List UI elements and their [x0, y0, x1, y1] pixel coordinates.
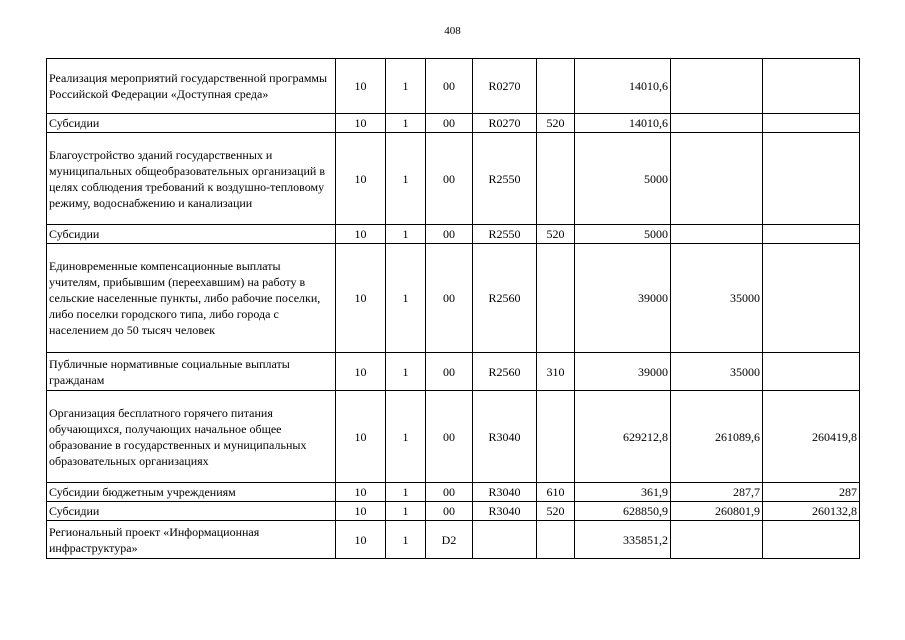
row-section: 10: [336, 244, 386, 353]
row-sum-1: 628850,9: [575, 502, 671, 521]
row-target-code: R2560: [473, 353, 537, 391]
row-sum-3: [763, 59, 860, 114]
row-expense-type: [537, 521, 575, 559]
row-section: 10: [336, 483, 386, 502]
row-section: 10: [336, 114, 386, 133]
row-name: Субсидии: [47, 225, 336, 244]
row-sum-2: [671, 114, 763, 133]
table-row: [47, 225, 860, 244]
row-name: Публичные нормативные социальные выплаты гражданам: [47, 353, 336, 391]
row-target-code: R2550: [473, 225, 537, 244]
row-sum-2: 261089,6: [671, 391, 763, 483]
row-program: 00: [426, 225, 473, 244]
row-sum-3: [763, 133, 860, 225]
row-sum-1: 335851,2: [575, 521, 671, 559]
row-program: 00: [426, 353, 473, 391]
row-name: Единовременные компенсационные выплаты учителям, прибывшим (переехавшим) на работу в сельские населенные пункты, либо рабочие поселки, либо поселки городского типа, либо города с населением до 50 тысяч человек: [47, 244, 336, 353]
row-name: Организация бесплатного горячего питания обучающихся, получающих начальное общее образование в государственных и муниципальных образовательных организациях: [47, 391, 336, 483]
row-sum-3: [763, 353, 860, 391]
table-row: [47, 59, 860, 114]
row-subsection: 1: [386, 483, 426, 502]
row-section: 10: [336, 521, 386, 559]
row-sum-1: 39000: [575, 244, 671, 353]
row-program: 00: [426, 114, 473, 133]
row-sum-2: 260801,9: [671, 502, 763, 521]
budget-table-body: [47, 59, 860, 559]
row-program: 00: [426, 59, 473, 114]
row-sum-3: 287: [763, 483, 860, 502]
page-number: 408: [444, 25, 461, 37]
table-row: [47, 483, 860, 502]
row-section: 10: [336, 502, 386, 521]
row-section: 10: [336, 59, 386, 114]
row-program: 00: [426, 483, 473, 502]
row-target-code: R3040: [473, 391, 537, 483]
row-section: 10: [336, 391, 386, 483]
row-expense-type: 310: [537, 353, 575, 391]
row-subsection: 1: [386, 114, 426, 133]
row-name: Реализация мероприятий государственной программы Российской Федерации «Доступная среда»: [47, 59, 336, 114]
row-sum-1: 629212,8: [575, 391, 671, 483]
row-expense-type: [537, 244, 575, 353]
row-sum-1: 5000: [575, 133, 671, 225]
row-sum-2: 35000: [671, 244, 763, 353]
row-name: Субсидии: [47, 114, 336, 133]
budget-table: [46, 58, 860, 559]
row-target-code: R0270: [473, 59, 537, 114]
row-target-code: R2550: [473, 133, 537, 225]
row-expense-type: 520: [537, 502, 575, 521]
row-sum-3: [763, 521, 860, 559]
row-name: Субсидии бюджетным учреждениям: [47, 483, 336, 502]
table-row: [47, 391, 860, 483]
row-name: Благоустройство зданий государственных и муниципальных общеобразовательных организаций в целях соблюдения требований к воздушно-тепловому режиму, водоснабжению и канализации: [47, 133, 336, 225]
row-sum-2: [671, 521, 763, 559]
row-sum-3: [763, 244, 860, 353]
row-subsection: 1: [386, 521, 426, 559]
row-section: 10: [336, 225, 386, 244]
row-target-code: [473, 521, 537, 559]
row-program: 00: [426, 391, 473, 483]
row-program: D2: [426, 521, 473, 559]
row-subsection: 1: [386, 353, 426, 391]
table-row: [47, 502, 860, 521]
row-sum-2: [671, 133, 763, 225]
row-section: 10: [336, 133, 386, 225]
row-sum-2: 287,7: [671, 483, 763, 502]
row-sum-2: [671, 59, 763, 114]
row-sum-3: [763, 114, 860, 133]
row-name: Региональный проект «Информационная инфраструктура»: [47, 521, 336, 559]
table-row: [47, 353, 860, 391]
row-program: 00: [426, 502, 473, 521]
row-target-code: R0270: [473, 114, 537, 133]
table-row: [47, 133, 860, 225]
row-sum-3: 260419,8: [763, 391, 860, 483]
row-target-code: R2560: [473, 244, 537, 353]
table-row: [47, 244, 860, 353]
row-expense-type: 520: [537, 225, 575, 244]
row-expense-type: 520: [537, 114, 575, 133]
row-sum-1: 39000: [575, 353, 671, 391]
row-sum-1: 14010,6: [575, 114, 671, 133]
row-target-code: R3040: [473, 502, 537, 521]
table-row: [47, 521, 860, 559]
row-sum-3: 260132,8: [763, 502, 860, 521]
row-sum-2: [671, 225, 763, 244]
row-subsection: 1: [386, 502, 426, 521]
row-sum-1: 5000: [575, 225, 671, 244]
row-expense-type: [537, 391, 575, 483]
row-expense-type: [537, 133, 575, 225]
row-subsection: 1: [386, 244, 426, 353]
row-name: Субсидии: [47, 502, 336, 521]
row-sum-3: [763, 225, 860, 244]
row-subsection: 1: [386, 59, 426, 114]
row-subsection: 1: [386, 133, 426, 225]
row-target-code: R3040: [473, 483, 537, 502]
row-section: 10: [336, 353, 386, 391]
row-program: 00: [426, 244, 473, 353]
row-sum-1: 14010,6: [575, 59, 671, 114]
table-row: [47, 114, 860, 133]
row-sum-2: 35000: [671, 353, 763, 391]
row-program: 00: [426, 133, 473, 225]
row-sum-1: 361,9: [575, 483, 671, 502]
row-subsection: 1: [386, 391, 426, 483]
row-subsection: 1: [386, 225, 426, 244]
row-expense-type: 610: [537, 483, 575, 502]
row-expense-type: [537, 59, 575, 114]
